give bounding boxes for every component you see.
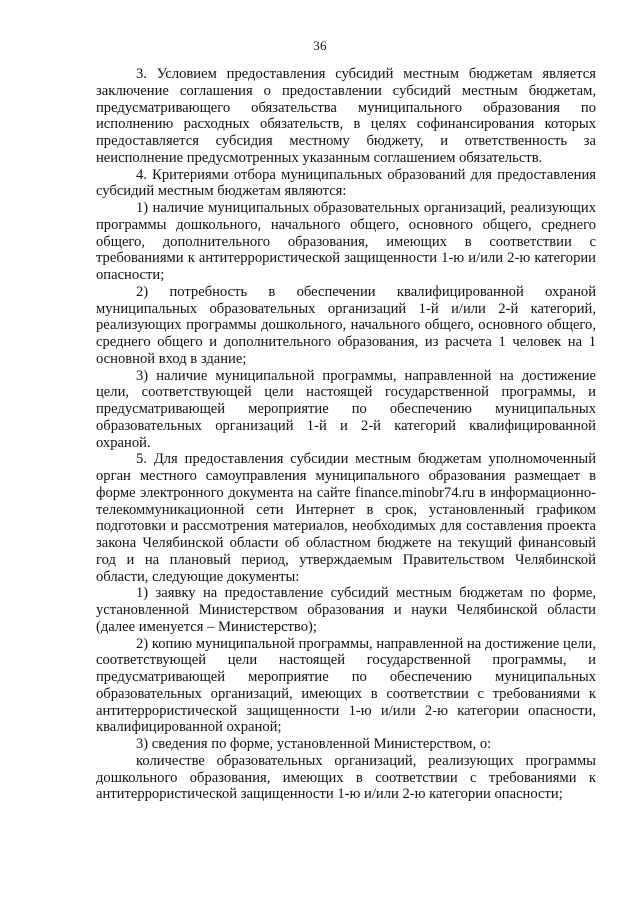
page-number: 36 [313,38,327,53]
paragraph-document-3: 3) сведения по форме, установленной Министерством, о: [136,736,492,752]
paragraph-criterion-2: 2) потребность в обеспечении квалифицированной охраной муниципальных образовательных организаций 1-й и/или 2-й категорий, реализующих программы дошкольного, начального общего, основного общего, среднего общего и дополнительного образования, из расчета 1 человек на 1 основной вход в здание; [96,283,596,367]
paragraph-documents-5: 5. Для предоставления субсидии местным бюджетам уполномоченный орган местного самоуправления муниципального образования размещает в форме электронного документа на сайте finance.minobr74.ru в информационно-телекоммуникационной сети Интернет в срок, установленный графиком подготовки и рассмотрения материалов, необходимых для составления проекта закона Челябинской области об областном бюджете на текущий финансовый год и на плановый период, утверждаемым Правительством Челябинской области, следующие документы: [96,451,596,585]
paragraph-criterion-3: 3) наличие муниципальной программы, направленной на достижение цели, соответствующей цели настоящей государственной программы, и предусматривающей мероприятие по обеспечению муниципальных образовательных организаций 1-й и 2-й категорий квалифицированной охраной. [96,367,596,451]
paragraph-criterion-1: 1) наличие муниципальных образовательных организаций, реализующих программы дошкольного, начального общего, основного общего, среднего общего, дополнительного образования, имеющих в соответствии с требованиями к антитеррористической защищенности 1-ю и/или 2-ю категории опасности; [96,200,596,283]
paragraph-condition-3: 3. Условием предоставления субсидий местным бюджетам является заключение соглашения о предоставлении субсидий местным бюджетам, предусматривающего обязательства муниципального образования по исполнению расходных обязательств, в целях софинансирования которых предоставляется субсидия местному бюджету, и ответственность за неисполнение предусмотренных указанным соглашением обязательств. [96,66,596,166]
document-body [96,66,596,803]
paragraph-criteria-4: 4. Критериями отбора муниципальных образований для предоставления субсидий местным бюджетам являются: [96,166,596,200]
paragraph-document-1: 1) заявку на предоставление субсидий местным бюджетам по форме, установленной Министерством образования и науки Челябинской области (далее именуется – Министерство); [96,585,596,635]
paragraph-info-count: количестве образовательных организаций, реализующих программы дошкольного образования, имеющих в соответствии с требованиями к антитеррористической защищенности 1-ю и/или 2-ю категории опасности; [96,752,596,803]
paragraph-document-2: 2) копию муниципальной программы, направленной на достижение цели, соответствующей цели настоящей государственной программы, и предусматривающей мероприятие по обеспечению муниципальных образовательных организаций, имеющих в соответствии с требованиями к антитеррористической защищенности 1-ю и/или 2-ю категории опасности, квалифицированной охраной; [96,635,596,736]
